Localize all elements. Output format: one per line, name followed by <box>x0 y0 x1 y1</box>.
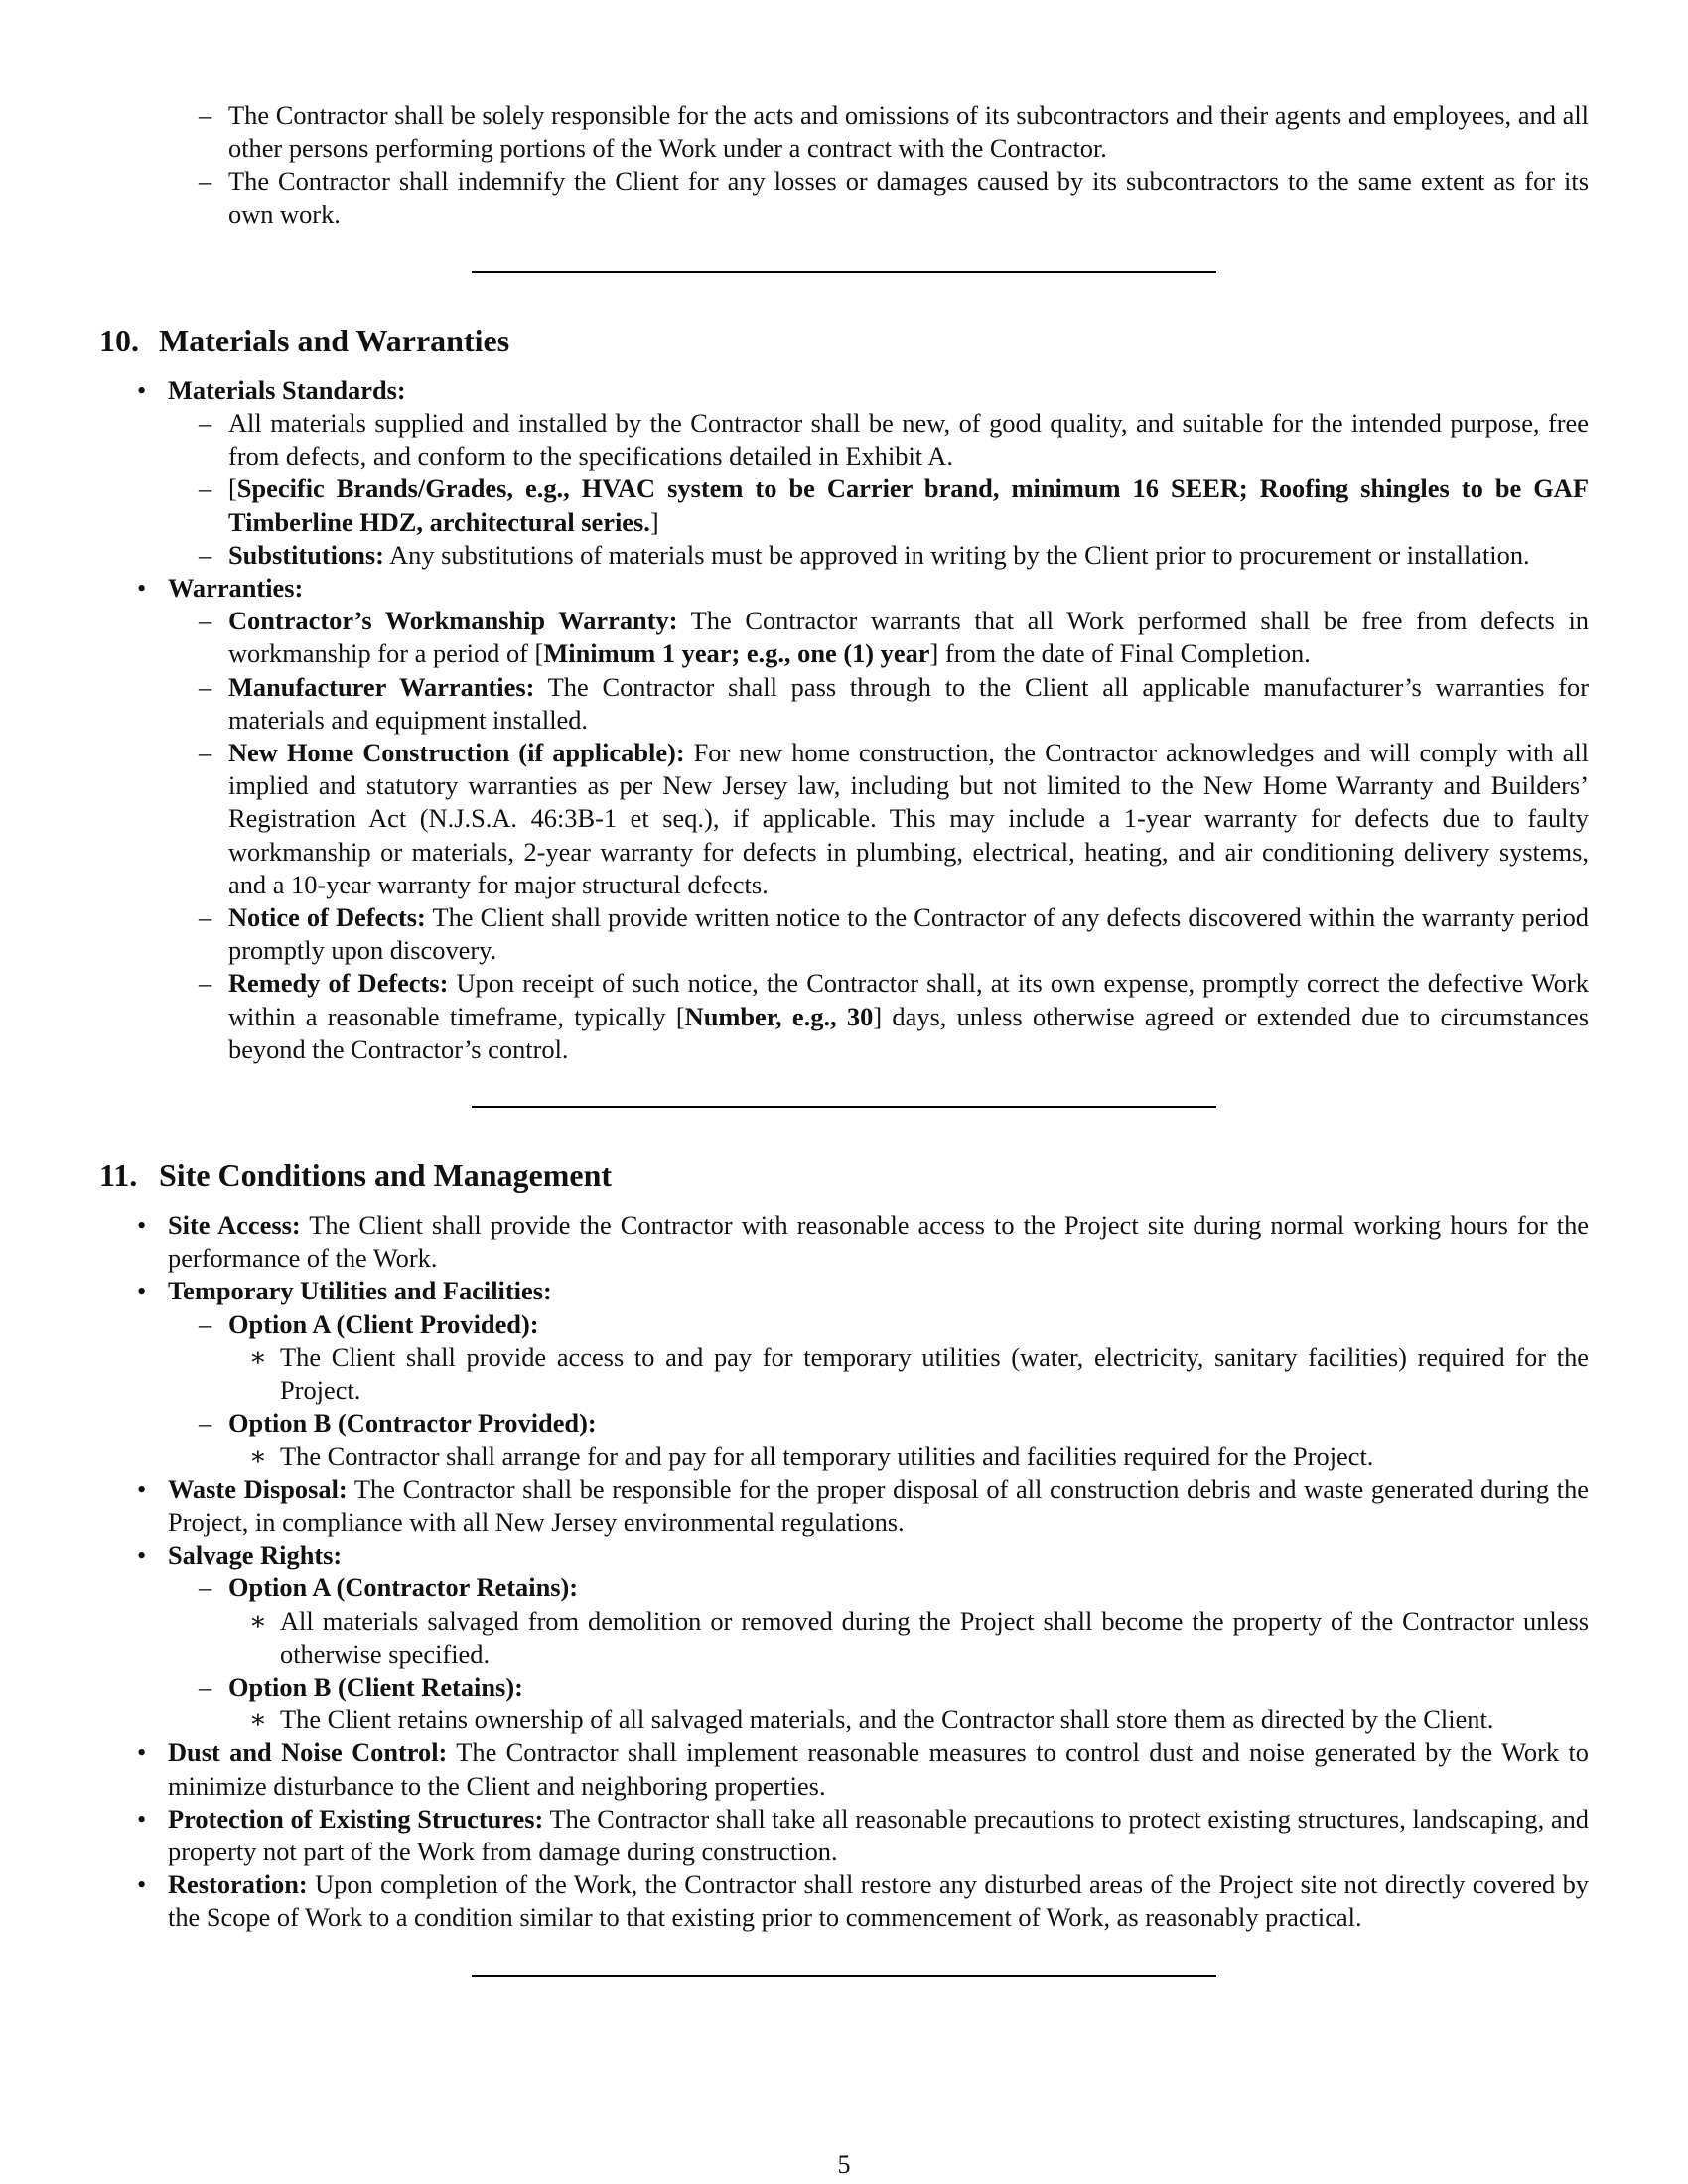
list-item <box>168 671 1589 737</box>
item-text: ] from the date of Final Completion. <box>929 638 1311 669</box>
option-sublist <box>228 1704 1589 1736</box>
section-title: Materials and Warranties <box>159 322 510 358</box>
intro-list <box>99 99 1589 231</box>
utilities-sublist <box>168 1308 1589 1473</box>
item-label: Waste Disposal: <box>168 1473 348 1504</box>
list-item-utilities <box>99 1275 1589 1472</box>
bracket: [ <box>228 474 237 504</box>
section-11-heading <box>99 1156 1589 1195</box>
item-text: The Contractor shall implement reasonable measures to control dust and noise generated by the Work to minimize disturbance to the Client and neighboring properties. <box>168 1737 1589 1801</box>
materials-sublist <box>168 407 1589 572</box>
list-item <box>168 1308 1589 1408</box>
list-item-protection <box>99 1803 1589 1868</box>
item-label: New Home Construction (if applicable): <box>228 738 685 768</box>
option-sublist <box>228 1341 1589 1407</box>
document-page <box>99 95 1589 1977</box>
list-item <box>168 1671 1589 1736</box>
item-label: Option B (Client Retains): <box>228 1671 523 1702</box>
list-item <box>168 967 1589 1066</box>
item-label: Option B (Contractor Provided): <box>228 1408 597 1438</box>
list-item: ∗ All materials salvaged from demolition or removed during the Project shall become the property of the Contractor unless otherwise specified. <box>228 1605 1589 1671</box>
section-divider <box>472 271 1216 273</box>
list-item <box>168 605 1589 670</box>
section-divider <box>472 1975 1216 1977</box>
item-text: The Client shall provide written notice to the Contractor of any defects discovered within the warranty period promptly upon discovery. <box>228 902 1589 966</box>
item-label: Restoration: <box>168 1869 308 1900</box>
item-text: The Contractor shall take all reasonable precautions to protect existing structures, landscaping, and property not part of the Work from damage during construction. <box>168 1803 1589 1866</box>
item-label: Remedy of Defects: <box>228 968 449 999</box>
list-item-dust-noise <box>99 1736 1589 1802</box>
placeholder-text: Number, e.g., 30 <box>684 1001 874 1031</box>
item-text: The Contractor shall be responsible for the proper disposal of all construction debris and waste generated during the Project, in compliance with all New Jersey environmental regulations. <box>168 1473 1589 1537</box>
section-number: 10. <box>99 322 139 358</box>
list-item-warranties <box>99 572 1589 1066</box>
item-label: Site Access: <box>168 1210 301 1241</box>
warranties-sublist <box>168 605 1589 1066</box>
item-label: Option A (Client Provided): <box>228 1308 539 1339</box>
list-item <box>168 473 1589 538</box>
list-item-site-access <box>99 1209 1589 1275</box>
list-item: – All materials supplied and installed by the Contractor shall be new, of good quality, and suitable for the intended purpose, free from defects, and conform to the specifications detailed in Exhibit A. <box>168 407 1589 473</box>
placeholder-text: Specific Brands/Grades, e.g., HVAC system to be Carrier brand, minimum 16 SEER; Roofing shingles to be GAF Timberline HDZ, architectural series. <box>228 474 1589 537</box>
list-item <box>168 539 1589 572</box>
item-label: Protection of Existing Structures: <box>168 1803 544 1834</box>
list-item <box>168 1407 1589 1472</box>
list-item: ∗ The Client shall provide access to and pay for temporary utilities (water, electricity, sanitary facilities) required for the Project. <box>228 1341 1589 1407</box>
item-label: Warranties: <box>168 573 304 604</box>
item-label: Contractor’s Workmanship Warranty: <box>228 606 678 636</box>
item-text: ] days, unless otherwise agreed or extended due to circumstances beyond the Contractor’s control. <box>228 1001 1589 1064</box>
item-label: Notice of Defects: <box>228 902 426 933</box>
item-text: For new home construction, the Contractor acknowledges and will comply with all implied and statutory warranties as per New Jersey law, including but not limited to the New Home Warranty and Builders’ Registration Act (N.J.S.A. 46:3B-1 et seq.), if applicable. This may include a 1-year warranty for defects due to faulty workmanship or materials, 2-year warranty for defects in plumbing, electrical, heating, and air conditioning delivery systems, and a 10-year warranty for major structural defects. <box>228 738 1589 899</box>
list-item <box>168 1571 1589 1671</box>
item-label: Materials Standards: <box>168 374 406 405</box>
item-text: Any substitutions of materials must be approved in writing by the Client prior to procurement or installation. <box>383 539 1530 570</box>
list-item: – The Contractor shall be solely responsible for the acts and omissions of its subcontractors and their agents and employees, and all other persons performing portions of the Work under a contract with the Contractor. <box>99 99 1589 165</box>
option-sublist <box>228 1440 1589 1473</box>
list-item <box>168 737 1589 901</box>
section-divider <box>472 1106 1216 1108</box>
section-11-list <box>99 1209 1589 1934</box>
list-item-restoration <box>99 1868 1589 1934</box>
item-text: Upon receipt of such notice, the Contractor shall, at its own expense, promptly correct the defective Work within a reasonable timeframe, typically [ <box>228 968 1589 1031</box>
list-item <box>168 901 1589 967</box>
page-number: 5 <box>837 2150 851 2179</box>
list-item-materials <box>99 374 1589 572</box>
item-label: Temporary Utilities and Facilities: <box>168 1276 552 1306</box>
item-label: Manufacturer Warranties: <box>228 671 535 702</box>
list-item-salvage <box>99 1539 1589 1736</box>
item-label: Substitutions: <box>228 539 384 570</box>
salvage-sublist <box>168 1571 1589 1736</box>
section-title: Site Conditions and Management <box>159 1158 613 1194</box>
item-text: The Client shall provide the Contractor with reasonable access to the Project site during normal working hours for the performance of the Work. <box>168 1210 1589 1274</box>
item-label: Dust and Noise Control: <box>168 1737 448 1768</box>
list-item: ∗ The Client retains ownership of all salvaged materials, and the Contractor shall store them as directed by the Client. <box>228 1704 1589 1736</box>
item-label: Salvage Rights: <box>168 1540 343 1570</box>
bracket: ] <box>649 506 659 537</box>
item-label: Option A (Contractor Retains): <box>228 1572 579 1603</box>
item-text: The Contractor warrants that all Work performed shall be free from defects in workmanship for a period of [ <box>228 606 1589 669</box>
section-number: 11. <box>99 1158 138 1194</box>
option-sublist <box>228 1605 1589 1671</box>
placeholder-text: Minimum 1 year; e.g., one (1) year <box>543 638 930 669</box>
item-text: The Contractor shall pass through to the Client all applicable manufacturer’s warranties for materials and equipment installed. <box>228 671 1589 735</box>
list-item: – The Contractor shall indemnify the Client for any losses or damages caused by its subcontractors to the same extent as for its own work. <box>99 165 1589 230</box>
section-10-heading <box>99 321 1589 360</box>
list-item-waste <box>99 1473 1589 1539</box>
list-item: ∗ The Contractor shall arrange for and pay for all temporary utilities and facilities required for the Project. <box>228 1440 1589 1473</box>
section-10-list <box>99 374 1589 1066</box>
item-text: Upon completion of the Work, the Contractor shall restore any disturbed areas of the Project site not directly covered by the Scope of Work to a condition similar to that existing prior to commencement of Work, as reasonably practical. <box>168 1869 1589 1933</box>
